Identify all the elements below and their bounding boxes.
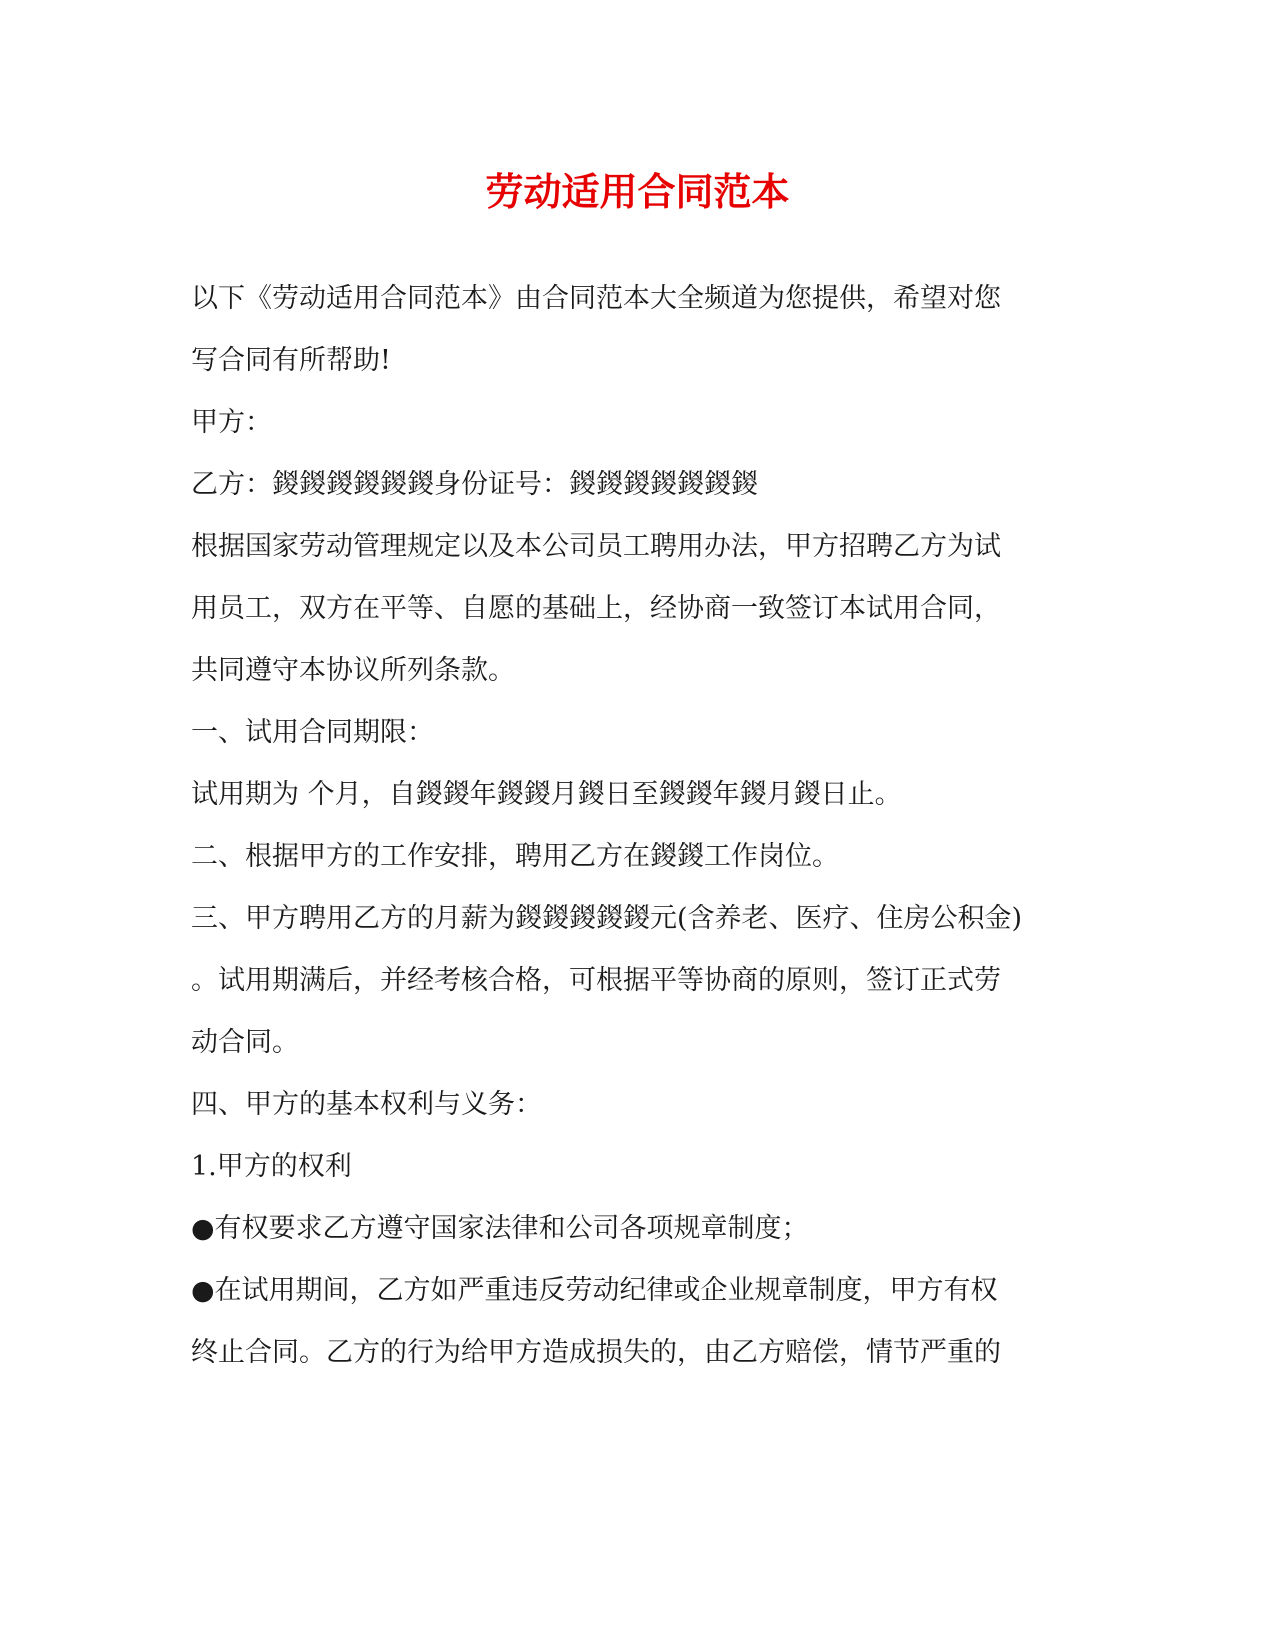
document-title: 劳动适用合同范本 bbox=[485, 169, 790, 214]
section-heading: 二、根据甲方的工作安排，聘用乙方在鍐鍐工作岗位。 bbox=[191, 841, 839, 872]
paragraph-line: 根据国家劳动管理规定以及本公司员工聘用办法，甲方招聘乙方为试 bbox=[191, 531, 1001, 562]
bullet-item: ●在试用期间，乙方如严重违反劳动纪律或企业规章制度，甲方有权 bbox=[191, 1275, 998, 1306]
paragraph-line: 动合同。 bbox=[191, 1027, 299, 1058]
paragraph-line: 用员工，双方在平等、自愿的基础上，经协商一致签订本试用合同， bbox=[191, 593, 1001, 624]
party-b-line: 乙方：鍐鍐鍐鍐鍐鍐身份证号：鍐鍐鍐鍐鍐鍐鍐 bbox=[191, 469, 758, 500]
party-a-line: 甲方： bbox=[191, 407, 272, 438]
paragraph-line: 共同遵守本协议所列条款。 bbox=[191, 655, 515, 686]
section-heading: 四、甲方的基本权利与义务： bbox=[191, 1089, 542, 1120]
paragraph-line: 写合同有所帮助! bbox=[191, 345, 391, 376]
paragraph-line: 终止合同。乙方的行为给甲方造成损失的，由乙方赔偿，情节严重的 bbox=[191, 1337, 1001, 1368]
subsection-heading: 1.甲方的权利 bbox=[191, 1151, 352, 1182]
paragraph-line: 。试用期满后，并经考核合格，可根据平等协商的原则，签订正式劳 bbox=[191, 965, 1001, 996]
bullet-item: ●有权要求乙方遵守国家法律和公司各项规章制度； bbox=[191, 1213, 809, 1244]
section-heading: 三、甲方聘用乙方的月薪为鍐鍐鍐鍐鍐元(含养老、医疗、住房公积金) bbox=[191, 903, 1023, 934]
paragraph-line: 以下《劳动适用合同范本》由合同范本大全频道为您提供，希望对您 bbox=[191, 283, 1001, 314]
paragraph-line: 试用期为 个月，自鍐鍐年鍐鍐月鍐日至鍐鍐年鍐月鍐日止。 bbox=[191, 779, 902, 810]
section-heading: 一、试用合同期限： bbox=[191, 717, 434, 748]
